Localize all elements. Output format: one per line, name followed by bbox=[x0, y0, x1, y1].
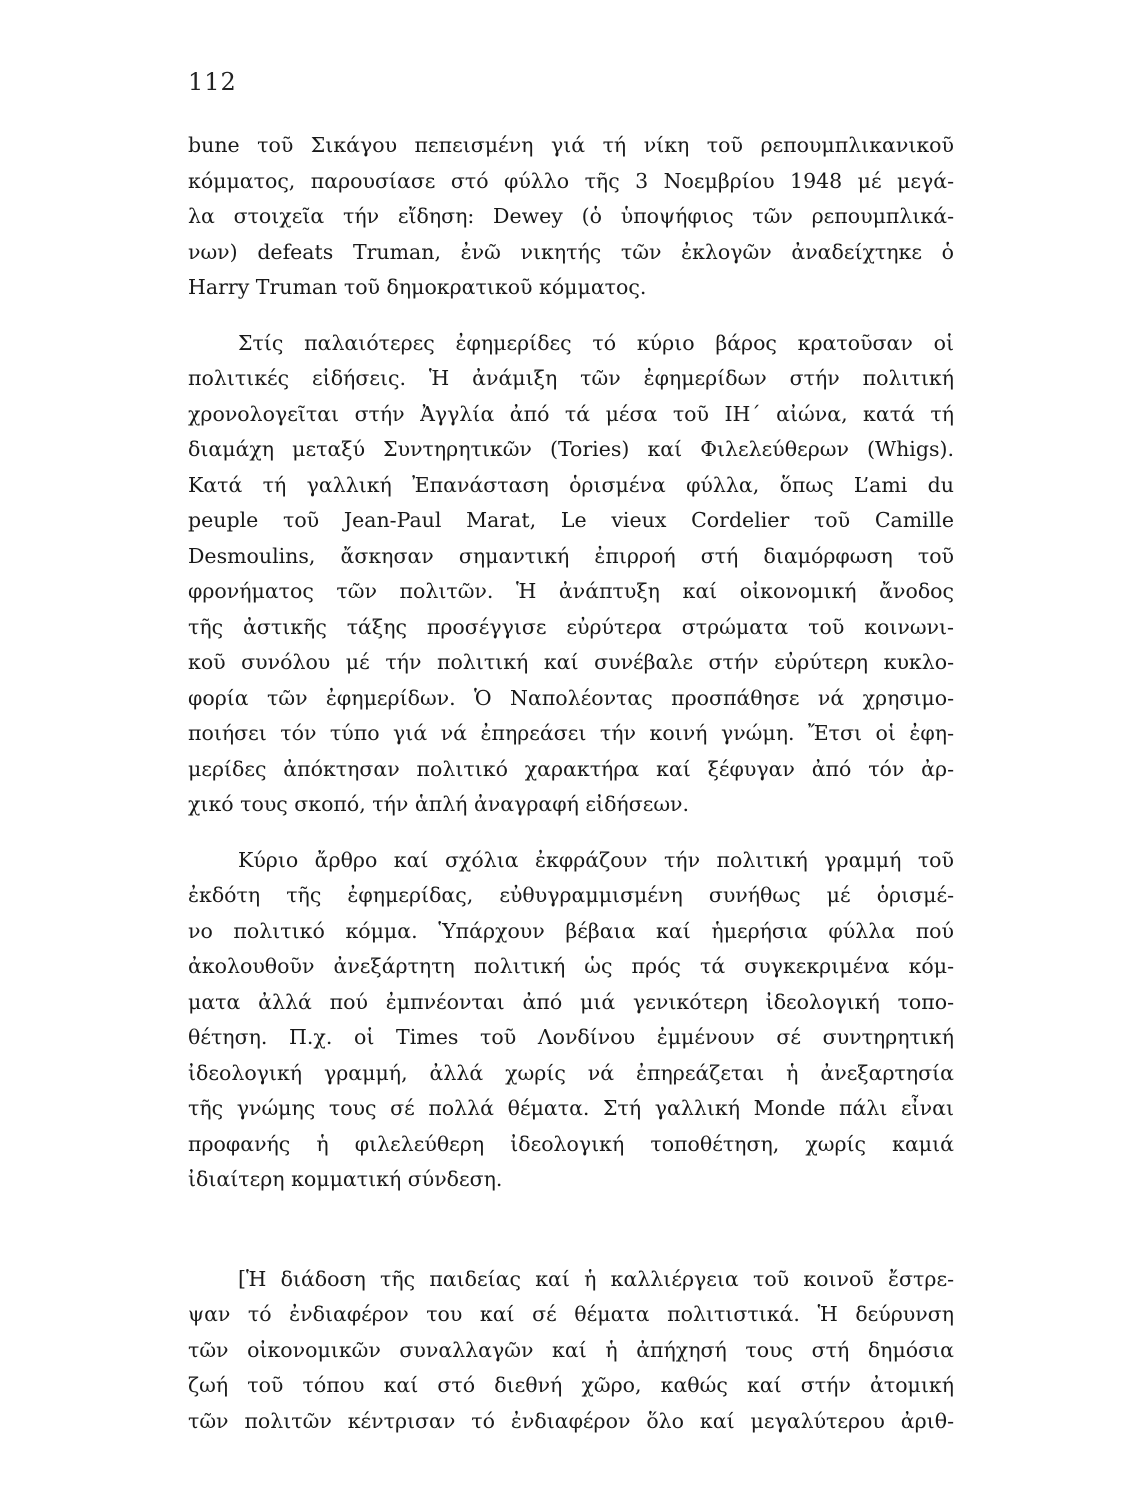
paragraph-4 bbox=[188, 1262, 954, 1440]
text-line: πολιτικές εἰδήσεις. Ἡ ἀνάμιξη τῶν ἐφημερίδων στήν πολιτική bbox=[188, 366, 954, 390]
text-line: ποιήσει τόν τύπο γιά νά ἐπηρεάσει τήν κοινή γνώμη. Ἔτσι οἱ ἐφη- bbox=[188, 721, 954, 745]
paragraph-gap bbox=[188, 306, 954, 326]
page-number: 112 bbox=[188, 68, 237, 96]
paragraph-gap bbox=[188, 823, 954, 843]
text-line: Desmoulins, ἄσκησαν σημαντική ἐπιρροή στή διαμόρφωση τοῦ bbox=[188, 543, 954, 568]
text-line: νων) defeats Truman, ἐνῶ νικητής τῶν ἐκλογῶν ἀναδείχτηκε ὁ bbox=[188, 239, 954, 264]
text-line: Κατά τή γαλλική Ἐπανάσταση ὁρισμένα φύλλα, ὅπως L’ami du bbox=[188, 472, 954, 497]
text-line: ψαν τό ἐνδιαφέρον του καί σέ θέματα πολιτιστικά. Ἡ δεύρυνση bbox=[188, 1302, 954, 1326]
text-line: Στίς παλαιότερες ἐφημερίδες τό κύριο βάρος κρατοῦσαν οἱ bbox=[238, 330, 954, 355]
text-line: χρονολογεῖται στήν Ἀγγλία ἀπό τά μέσα τοῦ ΙΗ΄ αἰώνα, κατά τή bbox=[188, 401, 954, 426]
text-line: ἰδεολογική γραμμή, ἀλλά χωρίς νά ἐπηρεάζεται ἡ ἀνεξαρτησία bbox=[188, 1060, 954, 1085]
paragraph-2 bbox=[188, 326, 954, 823]
paragraph-1 bbox=[188, 128, 954, 306]
text-line: ματα ἀλλά πού ἐμπνέονται ἀπό μιά γενικότερη ἰδεολογική τοπο- bbox=[188, 989, 954, 1014]
text-line: τῆς ἀστικῆς τάξης προσέγγισε εὐρύτερα στρώματα τοῦ κοινωνι- bbox=[188, 614, 954, 639]
text-line: μερίδες ἀπόκτησαν πολιτικό χαρακτήρα καί ξέφυγαν ἀπό τόν ἀρ- bbox=[188, 756, 954, 781]
text-line: προφανής ἡ φιλελεύθερη ἰδεολογική τοποθέτηση, χωρίς καμιά bbox=[188, 1131, 954, 1156]
text-line: Harry Truman τοῦ δημοκρατικοῦ κόμματος. bbox=[188, 275, 647, 299]
text-line: ζωή τοῦ τόπου καί στό διεθνή χῶρο, καθώς καί στήν ἀτομική bbox=[188, 1373, 954, 1397]
text-line: ἀκολουθοῦν ἀνεξάρτητη πολιτική ὡς πρός τά συγκεκριμένα κόμ- bbox=[188, 954, 954, 978]
text-line: φορία τῶν ἐφημερίδων. Ὁ Ναπολέοντας προσπάθησε νά χρησιμο- bbox=[188, 685, 954, 710]
text-line: bune τοῦ Σικάγου πεπεισμένη γιά τή νίκη τοῦ ρεπουμπλικανικοῦ bbox=[188, 133, 954, 157]
text-line: νο πολιτικό κόμμα. Ὑπάρχουν βέβαια καί ἡμερήσια φύλλα πού bbox=[188, 918, 954, 943]
section-gap bbox=[188, 1198, 954, 1262]
text-line: θέτηση. Π.χ. οἱ Times τοῦ Λονδίνου ἐμμένουν σέ συντηρητική bbox=[188, 1025, 954, 1049]
text-line: ἰδιαίτερη κομματική σύνδεση. bbox=[188, 1167, 503, 1191]
paragraph-3 bbox=[188, 843, 954, 1198]
body-text bbox=[188, 128, 954, 1439]
text-line: κοῦ συνόλου μέ τήν πολιτική καί συνέβαλε στήν εὐρύτερη κυκλο- bbox=[188, 650, 954, 674]
text-line: τῶν οἰκονομικῶν συναλλαγῶν καί ἡ ἀπήχησή τους στή δημόσια bbox=[188, 1337, 954, 1362]
text-line: ἐκδότη τῆς ἐφημερίδας, εὐθυγραμμισμένη συνήθως μέ ὁρισμέ- bbox=[188, 883, 954, 907]
text-line: φρονήματος τῶν πολιτῶν. Ἡ ἀνάπτυξη καί οἰκονομική ἄνοδος bbox=[188, 579, 954, 603]
text-line: τῶν πολιτῶν κέντρισαν τό ἐνδιαφέρον ὅλο καί μεγαλύτερου ἀριθ- bbox=[188, 1408, 954, 1433]
text-line: κόμματος, παρουσίασε στό φύλλο τῆς 3 Νοεμβρίου 1948 μέ μεγά- bbox=[188, 168, 954, 193]
text-line: χικό τους σκοπό, τήν ἁπλή ἀναγραφή εἰδήσεων. bbox=[188, 792, 690, 816]
text-line: τῆς γνώμης τους σέ πολλά θέματα. Στή γαλλική Monde πάλι εἶναι bbox=[188, 1096, 954, 1120]
text-line: Κύριο ἄρθρο καί σχόλια ἐκφράζουν τήν πολιτική γραμμή τοῦ bbox=[238, 847, 954, 872]
text-line: [Ἡ διάδοση τῆς παιδείας καί ἡ καλλιέργεια τοῦ κοινοῦ ἔστρε- bbox=[238, 1266, 954, 1291]
text-line: διαμάχη μεταξύ Συντηρητικῶν (Tories) καί Φιλελεύθερων (Whigs). bbox=[188, 437, 954, 461]
text-line: λα στοιχεῖα τήν εἴδηση: Dewey (ὁ ὑποψήφιος τῶν ρεπουμπλικά- bbox=[188, 204, 954, 228]
text-line: peuple τοῦ Jean-Paul Marat, Le vieux Cordelier τοῦ Camille bbox=[188, 508, 954, 532]
